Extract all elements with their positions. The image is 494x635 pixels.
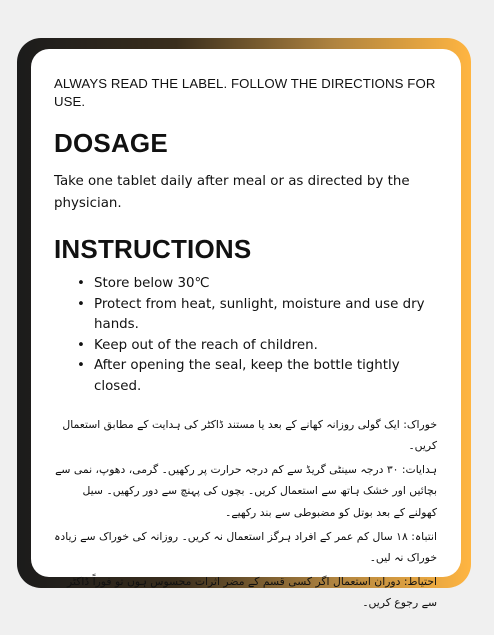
urdu-section — [54, 414, 439, 614]
instruction-text: After opening the seal, keep the bottle tightly closed. — [94, 358, 400, 394]
instruction-item — [54, 274, 439, 295]
bullet-icon: • — [77, 296, 85, 312]
instructions-list — [54, 274, 439, 398]
label-card — [31, 49, 461, 610]
bullet-icon: • — [77, 337, 85, 353]
urdu-caution: احتیاط: دوران استعمال اگر کسی قسم کے مضر اثرات محسوس ہوں تو فوراً ڈاکٹر سے رجوع کریں۔ — [67, 574, 437, 610]
urdu-dosage: خوراک: ایک گولی روزانہ کھانے کے بعد یا مستند ڈاکٹر کی ہدایت کے مطابق استعمال کریں۔ — [62, 417, 437, 453]
read-label-warning: ALWAYS READ THE LABEL. FOLLOW THE DIRECTIONS FOR USE. — [54, 76, 436, 109]
dosage-heading: DOSAGE — [54, 128, 168, 158]
bullet-icon: • — [77, 358, 85, 374]
instruction-text: Protect from heat, sunlight, moisture and use dry hands. — [94, 296, 425, 333]
instruction-item — [54, 336, 439, 357]
urdu-warning: انتباہ: ۱۸ سال کم عمر کے افراد ہرگز استعمال نہ کریں۔ روزانہ کی خوراک سے زیادہ خوراک نہ لیں۔ — [54, 529, 437, 565]
instruction-item — [54, 295, 439, 336]
urdu-instructions: ہدایات: ۳۰ درجہ سینٹی گریڈ سے کم درجہ حرارت پر رکھیں۔ گرمی، دھوپ، نمی سے بچائیں اور خشک ہاتھ سے استعمال کریں۔ بچوں کی پہنچ سے دور رکھیں۔ سیل کھولنے کے بعد بوتل کو مضبوطی سے بند رکھیے۔ — [55, 462, 437, 519]
bullet-icon: • — [77, 276, 85, 291]
instruction-text: Keep out of the reach of children. — [94, 337, 318, 353]
instruction-text: Store below 30℃ — [94, 276, 210, 291]
instructions-heading: INSTRUCTIONS — [54, 234, 252, 264]
instruction-item — [54, 356, 439, 397]
dosage-text: Take one tablet daily after meal or as directed by the physician. — [54, 174, 410, 211]
